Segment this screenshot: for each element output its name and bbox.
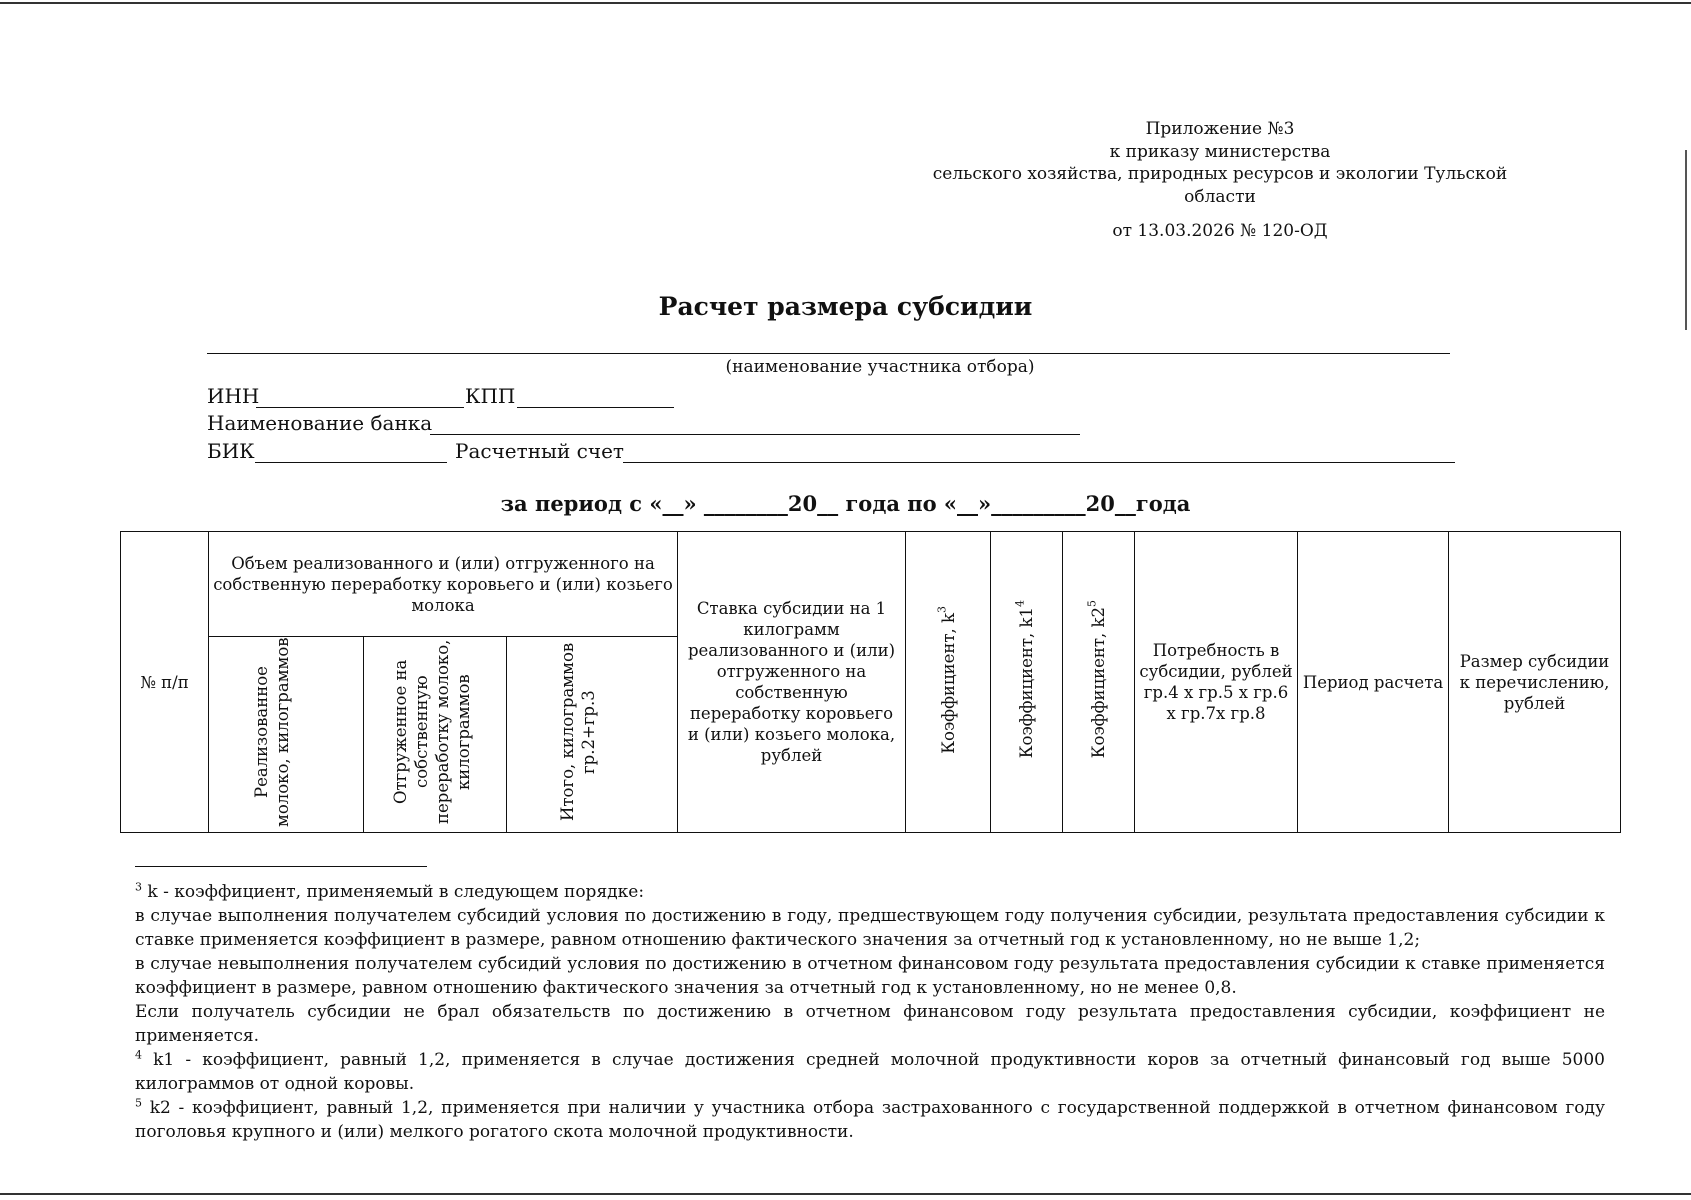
col-k-header <box>906 532 991 833</box>
appendix-line: сельского хозяйства, природных ресурсов и экологии Тульской <box>932 164 1508 184</box>
col-k-label: Коэффициент, k <box>938 612 958 754</box>
inn-field[interactable] <box>256 407 464 408</box>
appendix-line: Приложение №3 <box>1145 119 1295 139</box>
footnote-4 <box>135 1048 1605 1096</box>
col-number-header <box>121 532 209 833</box>
col-k-footnote-mark: 3 <box>935 605 948 613</box>
col-k2-header <box>1063 532 1135 833</box>
col-total-label: Итого, килограммов гр.2+гр.3 <box>558 642 598 822</box>
volume-group-label: Объем реализованного и (или) отгруженного на собственную переработку коровьего и (или) козьего молока <box>213 553 673 615</box>
bik-label: БИК <box>207 439 255 463</box>
appendix-header <box>920 118 1520 243</box>
footnote-4-mark: 4 <box>135 1048 142 1062</box>
col-k1-label: Коэффициент, k1 <box>1017 607 1036 759</box>
account-field[interactable] <box>623 462 1455 463</box>
col-period-label: Период расчета <box>1302 672 1444 692</box>
col-total-header <box>507 637 678 833</box>
col-rate-label: Ставка субсидии на 1 килограмм реализованного и (или) отгруженного на собственную переработку коровьего и (или) козьего молока, рублей <box>687 599 896 765</box>
col-need-label: Потребность в субсидии, рублей гр.4 х гр.5 х гр.6 х гр.7х гр.8 <box>1139 641 1293 723</box>
footnote-3-paragraph: в случае невыполнения получателем субсидий условия по достижению в отчетном финансовом году результата предоставления субсидии к ставке применяется коэффициент в размере, равном отношению фактического значения за отчетный год к установленному, но не менее 0,8. <box>135 954 1605 998</box>
footnote-5-mark: 5 <box>135 1096 142 1110</box>
participant-name-caption: (наименование участника отбора) <box>725 357 1035 377</box>
bik-field[interactable] <box>255 462 447 463</box>
footnote-separator <box>135 866 427 867</box>
kpp-field[interactable] <box>517 407 674 408</box>
footnotes <box>135 880 1605 1144</box>
footnote-3-title-text: k - коэффициент, применяемый в следующем порядке: <box>142 882 645 902</box>
kpp-label: КПП <box>465 384 516 408</box>
footnote-3-title <box>135 880 1605 904</box>
footnote-4-text: k1 - коэффициент, равный 1,2, применяется в случае достижения средней молочной продуктивности коров за отчетный финансовый год выше 5000 килограммов от одной коровы. <box>135 1050 1605 1094</box>
bank-label: Наименование банка <box>207 411 433 435</box>
footnote-5-text: k2 - коэффициент, равный 1,2, применяется при наличии у участника отбора застрахованного с государственной поддержкой в отчетном финансовом году поголовья крупного и (или) мелкого рогатого скота молочной продуктивности. <box>135 1098 1605 1142</box>
period-line: за период с «__» ________20__ года по «__»_________20__года <box>500 491 1191 516</box>
col-number-label: № п/п <box>140 672 189 692</box>
bank-field[interactable] <box>430 434 1080 435</box>
col-sold-header <box>209 637 364 833</box>
col-need-header <box>1135 532 1298 833</box>
appendix-line: области <box>1184 186 1256 207</box>
footnote-3-mark: 3 <box>135 880 142 894</box>
col-k1-header <box>991 532 1063 833</box>
col-k2-label: Коэффициент, k2 <box>1089 607 1108 759</box>
col-amount-label: Размер субсидии к перечислению, рублей <box>1459 651 1610 713</box>
footnote-3-paragraph: Если получатель субсидии не брал обязательств по достижению в отчетном финансовом году результата предоставления субсидии, коэффициент не применяется. <box>135 1002 1605 1046</box>
inn-label: ИНН <box>207 384 260 408</box>
footnote-3-paragraph: в случае выполнения получателем субсидий условия по достижению в году, предшествующем году получения субсидии, результата предоставления субсидии к ставке применяется коэффициент в размере, равном отношению фактического значения за отчетный год к установленному, но не выше 1,2; <box>135 906 1605 950</box>
col-k2-footnote-mark: 5 <box>1085 600 1099 608</box>
scan-border-bottom <box>0 1193 1691 1195</box>
col-rate-header <box>678 532 906 833</box>
col-period-header <box>1298 532 1449 833</box>
col-k1-footnote-mark: 4 <box>1013 600 1027 608</box>
order-date: от 13.03.2026 № 120-ОД <box>1112 221 1328 241</box>
document-title: Расчет размера субсидии <box>658 292 1033 321</box>
subsidy-table <box>120 531 1621 833</box>
col-shipped-header <box>364 637 507 833</box>
participant-name-field[interactable] <box>207 353 1450 354</box>
volume-group-header <box>209 532 678 637</box>
scan-border-top <box>0 2 1691 4</box>
col-amount-header <box>1449 532 1621 833</box>
footnote-5 <box>135 1096 1605 1144</box>
appendix-line: к приказу министерства <box>1109 141 1331 162</box>
col-sold-label: Реализованное молоко, килограммов <box>252 637 292 827</box>
col-shipped-label: Отгруженное на собственную переработку молоко, килограммов <box>391 639 473 825</box>
account-label: Расчетный счет <box>455 439 624 463</box>
